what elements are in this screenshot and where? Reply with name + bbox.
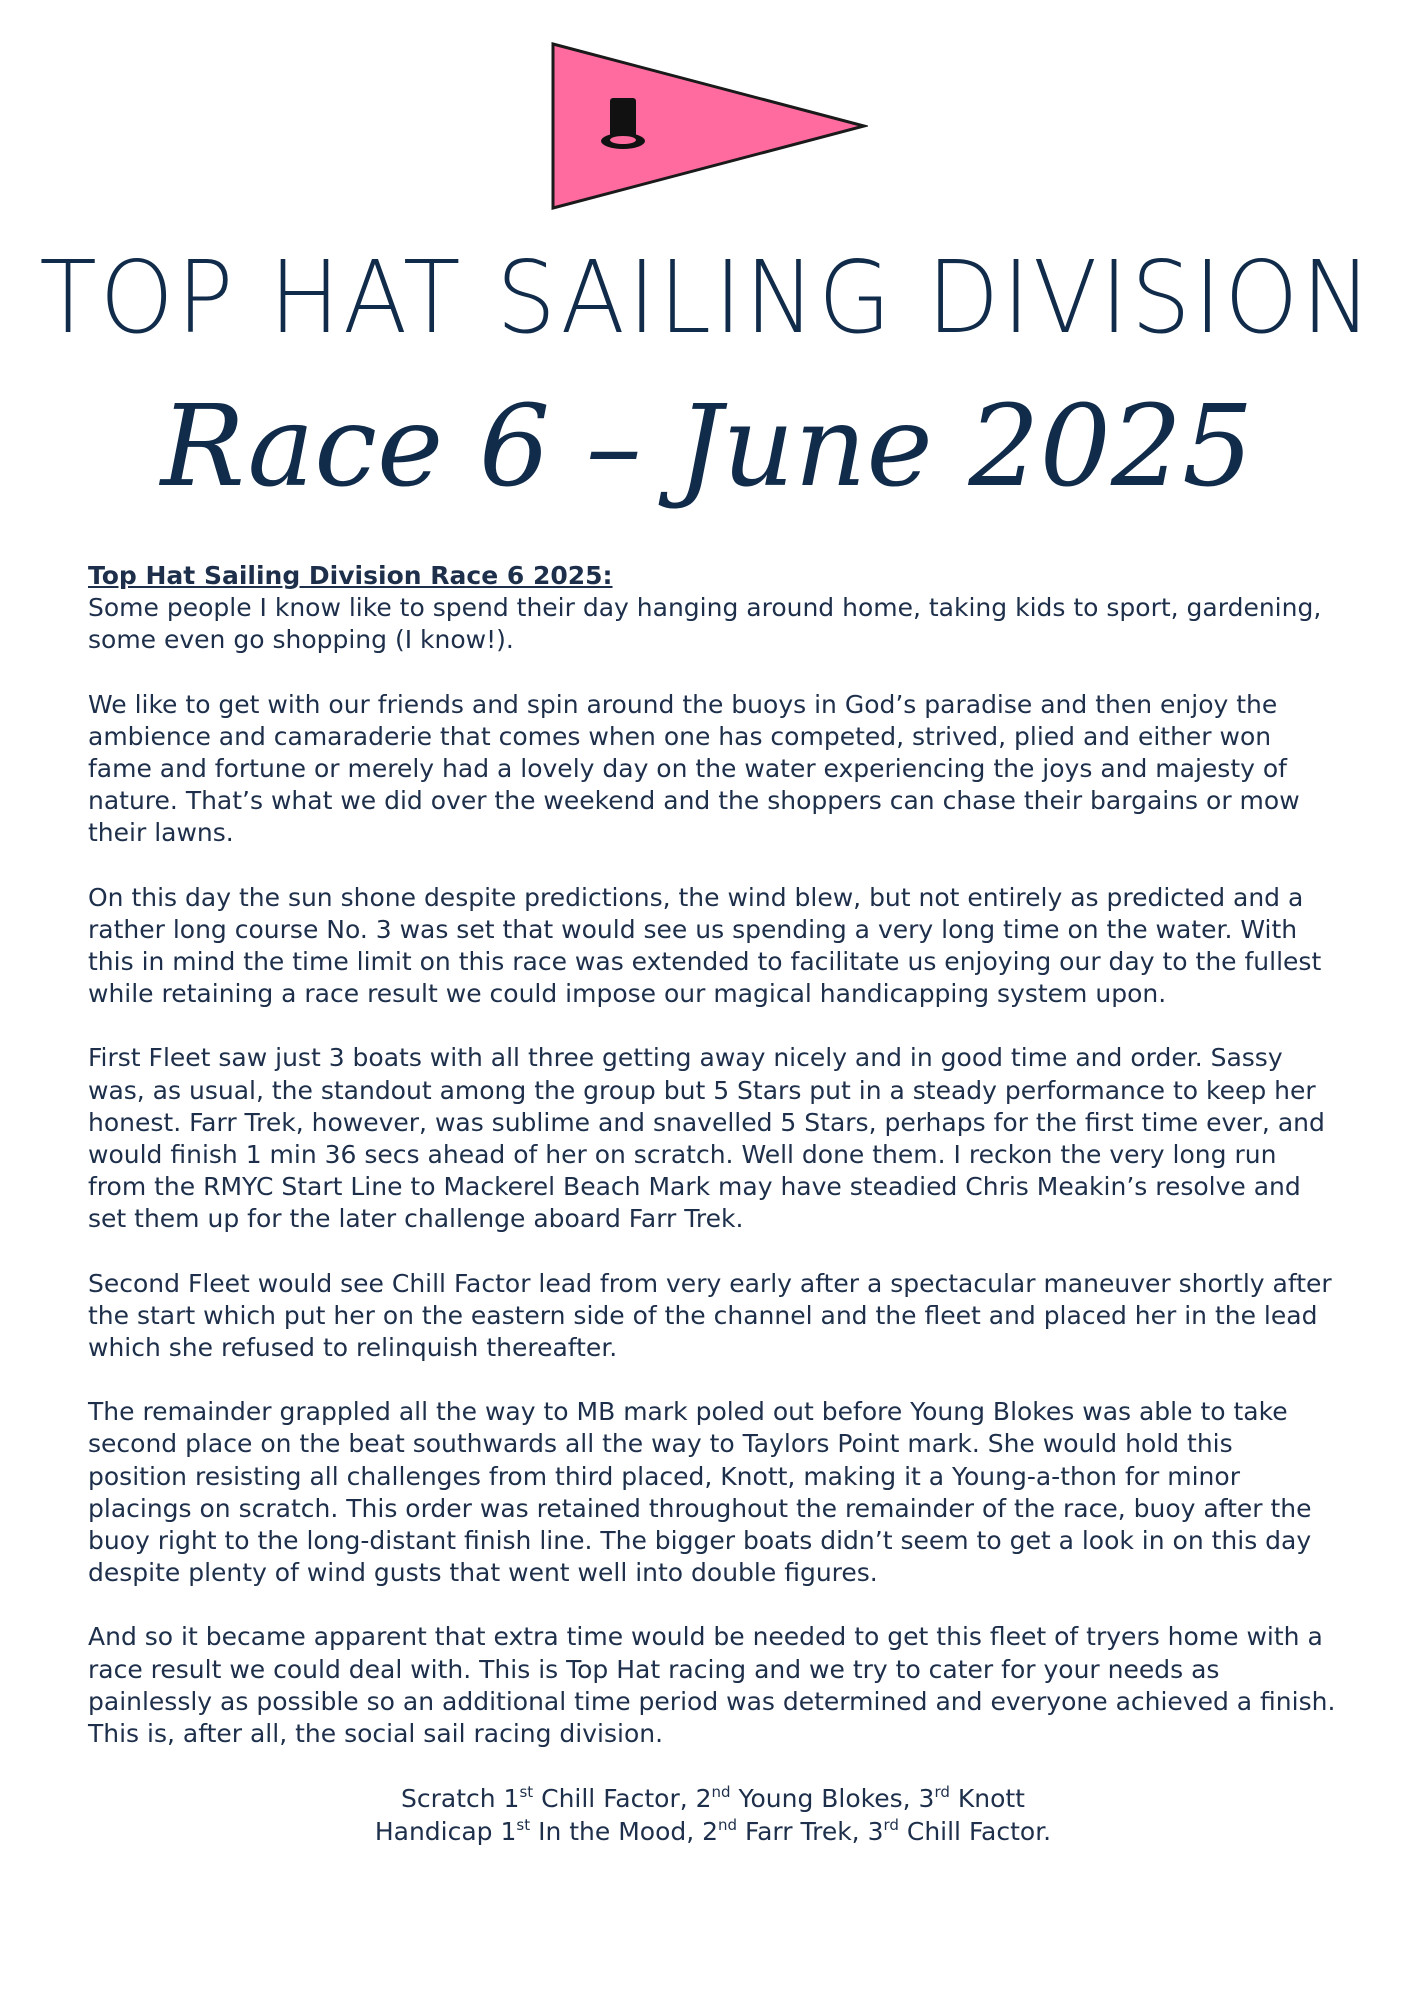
scratch-label: Scratch 1 xyxy=(401,1784,520,1814)
scratch-first: Chill Factor, 2 xyxy=(533,1784,712,1814)
scratch-second: Young Blokes, 3 xyxy=(730,1784,935,1814)
scratch-second-suffix: nd xyxy=(711,1783,731,1802)
paragraph-6: The remainder grappled all the way to MB mark poled out before Young Blokes was able to take second place on the beat southwards all the way to Taylors Point mark. She would hold this position resisting all challenges from third placed, Knott, making it a Young-a-thon for minor placings on scratch. This order was retained throughout the remainder of the race, buoy after the buoy right to the long-distant finish line. The bigger boats didn’t seem to get a look in on this day despite plenty of wind gusts that went well into double figures. xyxy=(88,1397,1312,1588)
article-heading: Top Hat Sailing Division Race 6 2025: xyxy=(88,561,613,590)
scratch-third: Knott xyxy=(949,1784,1025,1814)
scratch-first-suffix: st xyxy=(519,1783,534,1802)
page-subtitle: Race 6 – June 2025 xyxy=(160,382,1254,512)
paragraph-2: We like to get with our friends and spin around the buoys in God’s paradise and then enjoy the ambience and camaraderie that comes when one has competed, strived, plied and either won fame and fortune or merely had a lovely day on the water experiencing the joys and majesty of nature. That’s what we did over the weekend and the shoppers can chase their bargains or mow their lawns. xyxy=(88,689,1300,848)
paragraph-5: Second Fleet would see Chill Factor lead from very early after a spectacular maneuver shortly after the start which put her on the eastern side of the channel and the fleet and placed her in the lead which she refused to relinquish thereafter. xyxy=(88,1268,1332,1363)
scratch-results xyxy=(88,1782,1338,1815)
pennant-flag xyxy=(553,44,864,208)
handicap-first-suffix: st xyxy=(516,1816,531,1835)
paragraph-7: And so it became apparent that extra time would be needed to get this fleet of tryers home with a race result we could deal with. This is Top Hat racing and we try to cater for your needs as painlessly as possible so an additional time period was determined and everyone achieved a finish. This is, after all, the social sail racing division. xyxy=(88,1622,1336,1749)
handicap-second: Farr Trek, 3 xyxy=(737,1817,884,1847)
race-results xyxy=(88,1782,1338,1848)
scratch-third-suffix: rd xyxy=(934,1783,950,1802)
handicap-third-suffix: rd xyxy=(883,1816,899,1835)
article-body xyxy=(88,560,1338,1848)
handicap-second-suffix: nd xyxy=(718,1816,738,1835)
handicap-label: Handicap 1 xyxy=(374,1817,517,1847)
page-title: TOP HAT SAILING DIVISION xyxy=(39,240,1375,357)
paragraph-1: Some people I know like to spend their day hanging around home, taking kids to sport, gardening, some even go shopping (I know!). xyxy=(88,593,1322,655)
handicap-results xyxy=(88,1815,1338,1848)
paragraph-3: On this day the sun shone despite predictions, the wind blew, but not entirely as predicted and a rather long course No. 3 was set that would see us spending a very long time on the water. With this in mind the time limit on this race was extended to facilitate us enjoying our day to the fullest while retaining a race result we could impose our magical handicapping system upon. xyxy=(88,882,1322,1009)
handicap-first: In the Mood, 2 xyxy=(530,1817,719,1847)
pennant-logo xyxy=(548,40,868,212)
paragraph-4: First Fleet saw just 3 boats with all three getting away nicely and in good time and order. Sassy was, as usual, the standout among the group but 5 Stars put in a steady performance to keep her honest. Farr Trek, however, was sublime and snavelled 5 Stars, perhaps for the first time ever, and would finish 1 min 36 secs ahead of her on scratch. Well done them. I reckon the very long run from the RMYC Start Line to Mackerel Beach Mark may have steadied Chris Meakin’s resolve and set them up for the later challenge aboard Farr Trek. xyxy=(88,1043,1325,1234)
handicap-third: Chill Factor. xyxy=(898,1817,1052,1847)
